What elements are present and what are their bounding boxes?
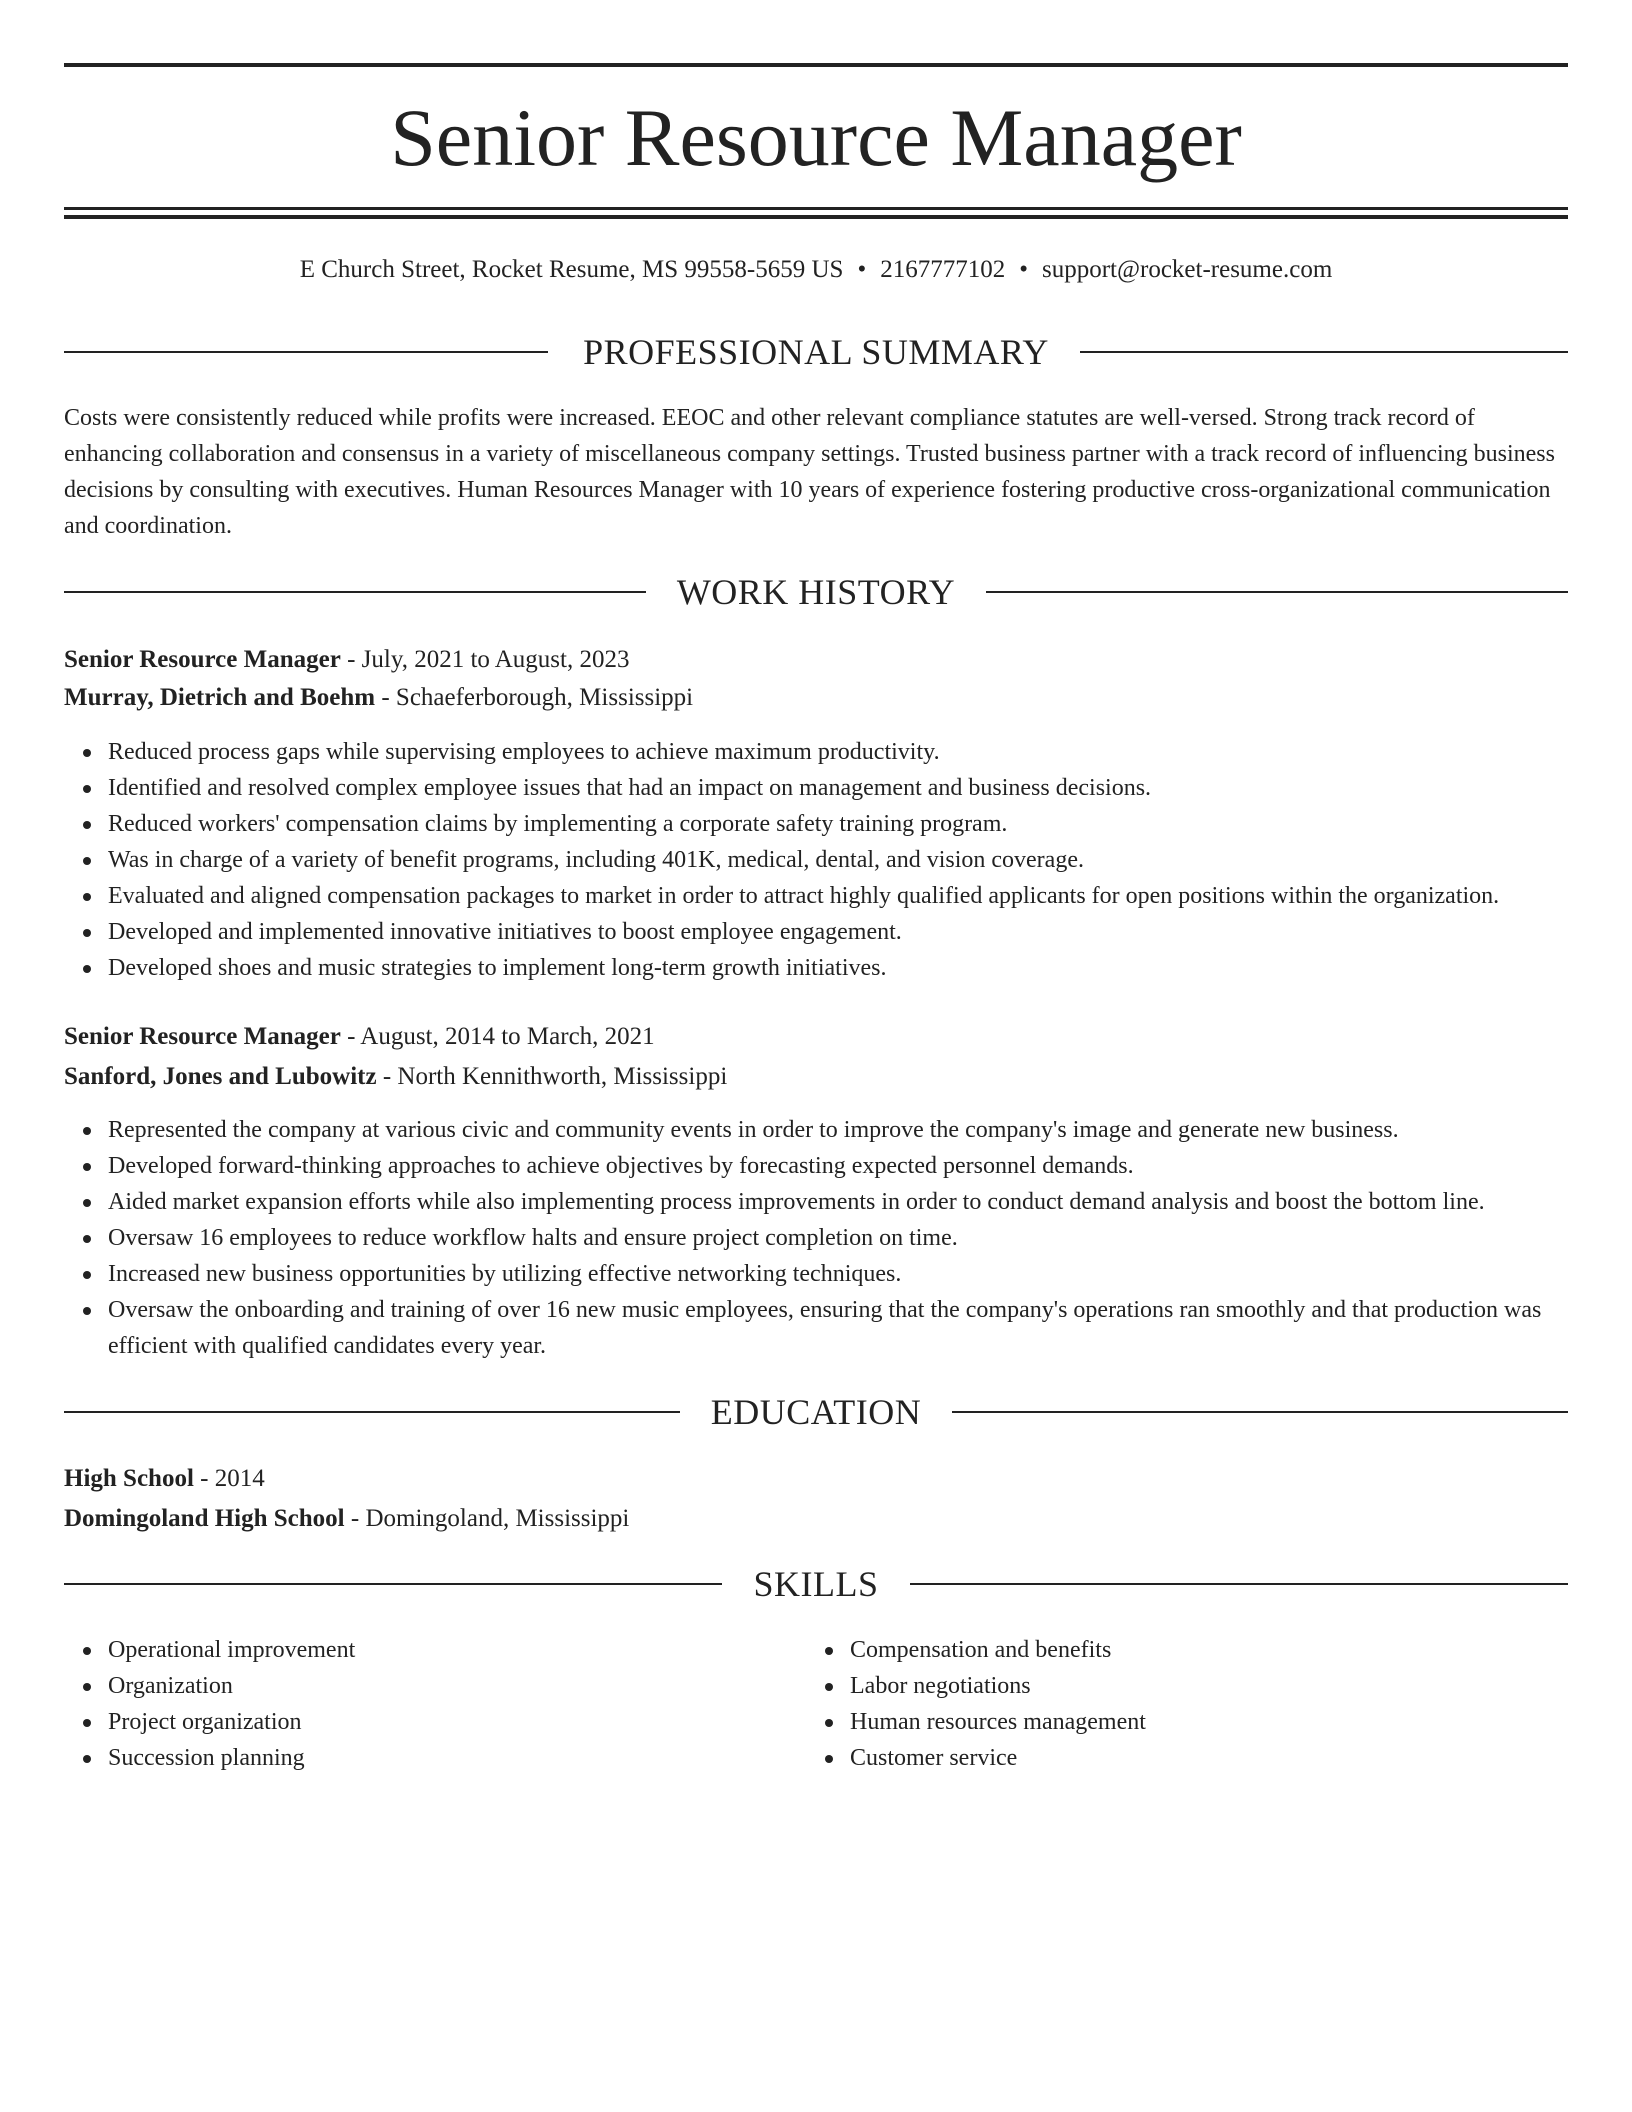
skills-column — [64, 1632, 808, 1776]
list-item: Developed and implemented innovative initiatives to boost employee engagement. — [108, 914, 1612, 950]
education-heading: EDUCATION — [710, 1392, 922, 1432]
job-title: Senior Resource Manager — [64, 1023, 341, 1050]
skills-section-heading — [64, 1562, 1568, 1606]
job-company-line — [64, 1058, 1568, 1096]
education-degree: High School — [64, 1465, 194, 1492]
skills-heading: SKILLS — [753, 1564, 879, 1604]
heading-rule-right — [986, 591, 1568, 593]
list-item: Evaluated and aligned compensation packages to market in order to attract highly qualified applicants for open positions within the organization. — [108, 878, 1612, 914]
skill-item: Customer service — [850, 1740, 1550, 1776]
skill-item: Labor negotiations — [850, 1668, 1550, 1704]
skill-item: Compensation and benefits — [850, 1632, 1550, 1668]
education-school: Domingoland High School — [64, 1505, 345, 1532]
skill-item: Project organization — [108, 1704, 808, 1740]
header-bottom-rule-thick — [64, 215, 1568, 219]
job-company: Sanford, Jones and Lubowitz — [64, 1063, 377, 1090]
heading-rule-right — [952, 1411, 1568, 1413]
header-top-rule — [64, 63, 1568, 67]
list-item: Aided market expansion efforts while also implementing process improvements in order to conduct demand analysis and boost the bottom line. — [108, 1184, 1612, 1220]
page-title: Senior Resource Manager — [390, 92, 1242, 183]
contact-separator: • — [857, 256, 867, 283]
work-heading: WORK HISTORY — [676, 572, 956, 612]
job-location: - North Kennithworth, Mississippi — [376, 1063, 728, 1090]
job-dates: - July, 2021 to August, 2023 — [340, 646, 630, 673]
contact-email: support@rocket-resume.com — [1041, 256, 1333, 283]
job-duties-list — [64, 734, 1612, 986]
list-item: Reduced workers' compensation claims by implementing a corporate safety training program. — [108, 806, 1612, 842]
education-school-line — [64, 1500, 1568, 1538]
list-item: Was in charge of a variety of benefit programs, including 401K, medical, dental, and vision coverage. — [108, 842, 1612, 878]
list-item: Represented the company at various civic and community events in order to improve the company's image and generate new business. — [108, 1112, 1612, 1148]
skill-item: Operational improvement — [108, 1632, 808, 1668]
list-item: Oversaw the onboarding and training of over 16 new music employees, ensuring that the company's operations ran smoothly and that production was efficient with qualified candidates every year. — [108, 1292, 1612, 1364]
skill-item: Succession planning — [108, 1740, 808, 1776]
header-bottom-rule — [64, 207, 1568, 210]
job-company: Murray, Dietrich and Boehm — [64, 684, 376, 711]
list-item: Oversaw 16 employees to reduce workflow halts and ensure project completion on time. — [108, 1220, 1612, 1256]
list-item: Developed shoes and music strategies to implement long-term growth initiatives. — [108, 950, 1612, 986]
list-item: Developed forward-thinking approaches to achieve objectives by forecasting expected personnel demands. — [108, 1148, 1612, 1184]
summary-heading: PROFESSIONAL SUMMARY — [583, 332, 1049, 372]
job-title: Senior Resource Manager — [64, 646, 341, 673]
skills-column — [806, 1632, 1550, 1776]
list-item: Increased new business opportunities by utilizing effective networking techniques. — [108, 1256, 1612, 1292]
education-section-heading — [64, 1390, 1568, 1434]
job-company-line — [64, 679, 1568, 717]
skill-item: Organization — [108, 1668, 808, 1704]
education-location: - Domingoland, Mississippi — [344, 1505, 630, 1532]
contact-line — [64, 252, 1568, 288]
job-title-line — [64, 641, 1568, 679]
job-title-line — [64, 1018, 1568, 1056]
contact-separator: • — [1019, 256, 1028, 283]
job-duties-list — [64, 1112, 1612, 1364]
work-section-heading — [64, 570, 1568, 614]
job-location: - Schaeferborough, Mississippi — [375, 684, 694, 711]
skill-item: Human resources management — [850, 1704, 1550, 1740]
contact-phone: 2167777102 — [880, 256, 1006, 283]
education-degree-line — [64, 1460, 1568, 1498]
heading-rule-right — [1080, 351, 1568, 353]
job-dates: - August, 2014 to March, 2021 — [340, 1023, 655, 1050]
summary-section-heading — [64, 330, 1568, 374]
summary-text: Costs were consistently reduced while profits were increased. EEOC and other relevant compliance statutes are well-versed. Strong track record of enhancing collaboration and consensus in a variety of miscellaneous company settings. Trusted business partner with a track record of influencing business decisions by consulting with executives. Human Resources Manager with 10 years of experience fostering productive cross-organizational communication and coordination. — [64, 405, 1555, 539]
list-item: Reduced process gaps while supervising employees to achieve maximum productivity. — [108, 734, 1612, 770]
education-year: - 2014 — [193, 1465, 265, 1492]
list-item: Identified and resolved complex employee issues that had an impact on management and business decisions. — [108, 770, 1612, 806]
contact-address: E Church Street, Rocket Resume, MS 99558-5659 US — [299, 256, 844, 283]
heading-rule-right — [910, 1583, 1568, 1585]
